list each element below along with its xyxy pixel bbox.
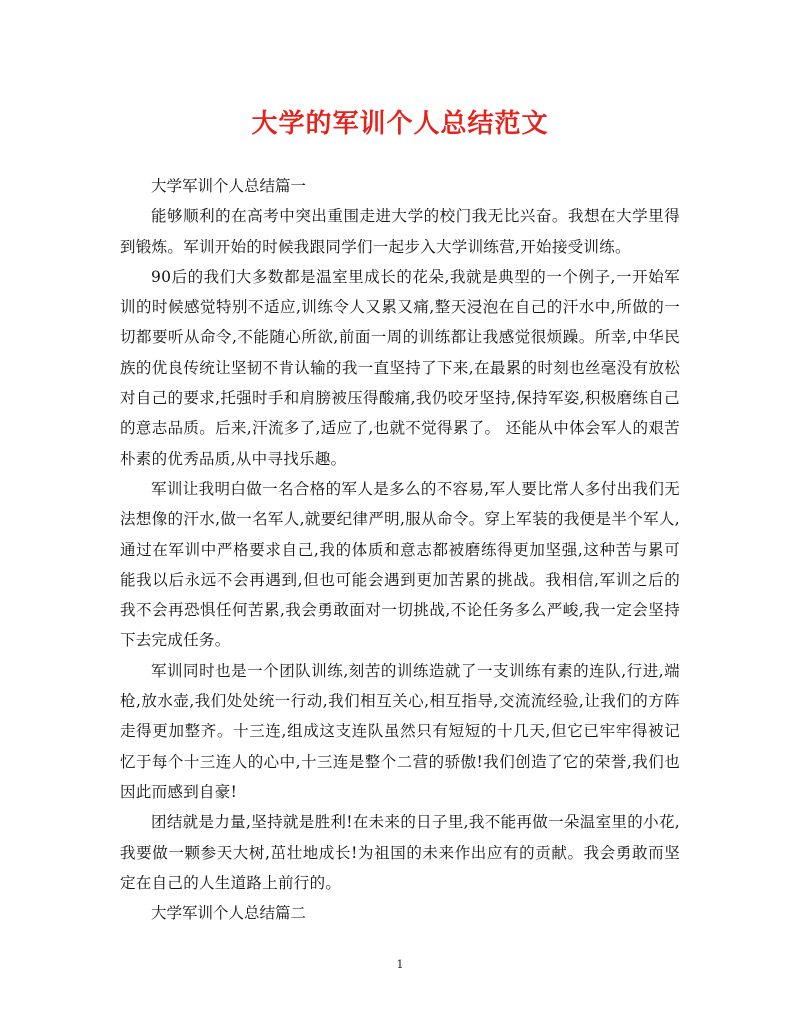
paragraph-1: 能够顺利的在高考中突出重围走进大学的校门我无比兴奋。我想在大学里得到锻炼。军训开始的时候我跟同学们一起步入大学训练营,开始接受训练。 xyxy=(120,207,680,256)
paragraph-3: 军训让我明白做一名合格的军人是多么的不容易,军人要比常人多付出我们无法想像的汗水,做一名军人,就要纪律严明,服从命令。穿上军装的我便是半个军人,通过在军训中严格要求自己,我的体质和意志都被磨练得更加坚强,这种苦与累可能我以后永远不会再遇到,但也可能会遇到更加苦累的挑战。我相信,军训之后的我不会再恐惧任何苦累,我会勇敢面对一切挑战,不论任务多么严峻,我一定会坚持下去完成任务。 xyxy=(120,479,680,650)
document-title: 大学的军训个人总结范文 xyxy=(251,109,549,139)
page-number: 1 xyxy=(396,958,404,971)
section-heading-1: 大学军训个人总结篇一 xyxy=(151,177,307,195)
paragraph-5: 团结就是力量,坚持就是胜利!在未来的日子里,我不能再做一朵温室里的小花,我要做一颗参天大树,茁壮地成长!为祖国的未来作出应有的贡献。我会勇敢而坚定在自己的人生道路上前行的。 xyxy=(120,813,680,892)
paragraph-4: 军训同时也是一个团队训练,刻苦的训练造就了一支训练有素的连队,行进,端枪,放水壶,我们处处统一行动,我们相互关心,相互指导,交流流经验,让我们的方阵走得更加整齐。十三连,组成这支连队虽然只有短短的十几天,但它已牢牢得被记忆于每个十三连人的心中,十三连是整个二营的骄傲!我们创造了它的荣誉,我们也因此而感到自豪! xyxy=(120,661,680,801)
document-body xyxy=(120,171,680,928)
paragraph-2: 90后的我们大多数都是温室里成长的花朵,我就是典型的一个例子,一开始军训的时候感觉特别不适应,训练令人又累又痛,整天浸泡在自己的汗水中,所做的一切都要听从命令,不能随心所欲,前面一周的训练都让我感觉很烦躁。所幸,中华民族的优良传统让坚韧不肯认输的我一直坚持了下来,在最累的时刻也丝毫没有放松对自己的要求,托强时手和肩膀被压得酸痛,我仍咬牙坚持,保持军姿,积极磨练自己的意志品质。后来,汗流多了,适应了,也就不觉得累了。 还能从中体会军人的艰苦朴素的优秀品质,从中寻找乐趣。 xyxy=(120,267,680,468)
section-heading-2: 大学军训个人总结篇二 xyxy=(151,904,307,923)
